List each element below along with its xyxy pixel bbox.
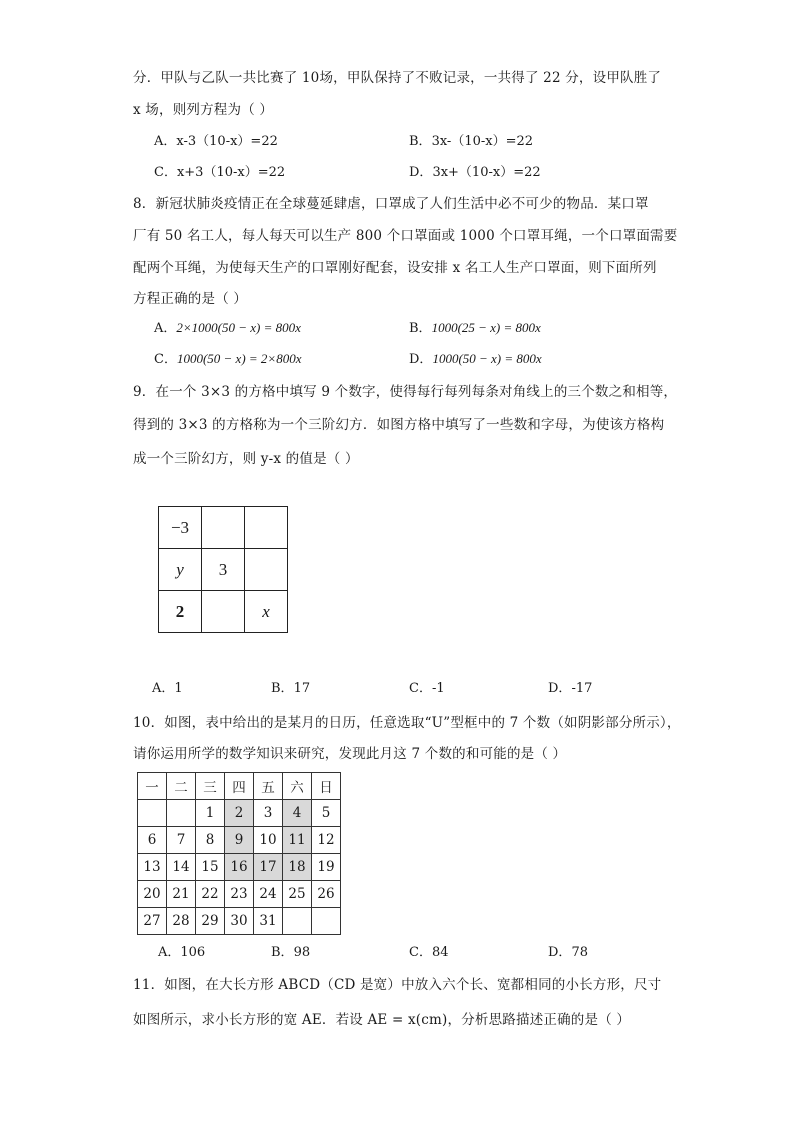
q8-option-c: C．1000(50 − x) = 2×800x bbox=[154, 351, 302, 367]
magic-cell bbox=[202, 507, 245, 549]
calendar-day-cell: 20 bbox=[138, 881, 167, 908]
calendar-weekday-header: 四 bbox=[225, 773, 254, 800]
calendar-day-cell: 16 bbox=[225, 854, 254, 881]
calendar-day-cell: 9 bbox=[225, 827, 254, 854]
calendar-weekday-header: 三 bbox=[196, 773, 225, 800]
calendar-day-cell: 2 bbox=[225, 800, 254, 827]
calendar-weekday-header: 六 bbox=[283, 773, 312, 800]
calendar-day-cell: 31 bbox=[254, 908, 283, 935]
calendar-day-cell: 23 bbox=[225, 881, 254, 908]
calendar-week-row bbox=[138, 827, 341, 854]
calendar-day-cell: 21 bbox=[167, 881, 196, 908]
calendar-weekday-header: 五 bbox=[254, 773, 283, 800]
calendar-day-cell bbox=[138, 800, 167, 827]
q8-text-line-1: 8．新冠状肺炎疫情正在全球蔓延肆虐，口罩成了人们生活中必不可少的物品．某口罩 bbox=[133, 196, 649, 212]
calendar-day-cell: 25 bbox=[283, 881, 312, 908]
q7-text-line-1: 分．甲队与乙队一共比赛了 10场，甲队保持了不败记录，一共得了 22 分，设甲队胜了 bbox=[133, 70, 662, 86]
calendar-table bbox=[137, 772, 341, 935]
calendar-day-cell: 17 bbox=[254, 854, 283, 881]
q10-text-line-2: 请你运用所学的数学知识来研究，发现此月这 7 个数的和可能的是（ ） bbox=[133, 746, 567, 762]
calendar-day-cell: 27 bbox=[138, 908, 167, 935]
q8-option-d: D．1000(50 − x) = 800x bbox=[409, 351, 542, 367]
q10-text-line-1: 10．如图，表中给出的是某月的日历，任意选取“U”型框中的 7 个数（如阴影部分所示）， bbox=[133, 715, 681, 731]
calendar-weekday-header: 二 bbox=[167, 773, 196, 800]
calendar-day-cell: 5 bbox=[312, 800, 341, 827]
calendar-day-cell: 15 bbox=[196, 854, 225, 881]
q7-option-d: D．3x+（10-x）=22 bbox=[409, 165, 541, 180]
q8-text-line-4: 方程正确的是（ ） bbox=[133, 291, 248, 307]
calendar-day-cell: 22 bbox=[196, 881, 225, 908]
calendar-day-cell bbox=[167, 800, 196, 827]
calendar-day-cell: 7 bbox=[167, 827, 196, 854]
magic-cell bbox=[245, 549, 288, 591]
q9-text-line-2: 得到的 3×3 的方格称为一个三阶幻方．如图方格中填写了一些数和字母，为使该方格构 bbox=[133, 417, 665, 433]
calendar-day-cell: 10 bbox=[254, 827, 283, 854]
calendar-day-cell: 4 bbox=[283, 800, 312, 827]
calendar-week-row bbox=[138, 881, 341, 908]
q8-option-a: A．2×1000(50 − x) = 800x bbox=[154, 320, 301, 336]
q9-option-b: B．17 bbox=[271, 681, 311, 696]
q9-text-line-1: 9．在一个 3×3 的方格中填写 9 个数字，使得每行每列每条对角线上的三个数之和相等， bbox=[133, 384, 678, 400]
calendar-day-cell: 8 bbox=[196, 827, 225, 854]
magic-cell: 2 bbox=[159, 591, 202, 633]
calendar-day-cell bbox=[312, 908, 341, 935]
calendar-day-cell: 11 bbox=[283, 827, 312, 854]
calendar-day-cell: 29 bbox=[196, 908, 225, 935]
calendar-day-cell: 12 bbox=[312, 827, 341, 854]
q7-option-b: B．3x-（10-x）=22 bbox=[409, 134, 534, 149]
q10-option-c: C．84 bbox=[409, 945, 449, 960]
q9-option-c: C．-1 bbox=[409, 681, 445, 696]
calendar-week-row bbox=[138, 800, 341, 827]
q10-option-d: D．78 bbox=[548, 945, 588, 960]
calendar-day-cell: 28 bbox=[167, 908, 196, 935]
magic-cell bbox=[202, 591, 245, 633]
calendar-weekday-header: 一 bbox=[138, 773, 167, 800]
q7-text-line-2: x 场，则列方程为（ ） bbox=[133, 102, 274, 118]
magic-cell bbox=[245, 507, 288, 549]
calendar-week-row bbox=[138, 908, 341, 935]
calendar-day-cell: 26 bbox=[312, 881, 341, 908]
q9-option-d: D．-17 bbox=[548, 681, 593, 696]
q9-option-a: A．1 bbox=[152, 681, 183, 696]
magic-cell: x bbox=[245, 591, 288, 633]
calendar-day-cell: 3 bbox=[254, 800, 283, 827]
magic-square-grid bbox=[158, 506, 288, 633]
calendar-weekday-header: 日 bbox=[312, 773, 341, 800]
calendar-day-cell: 6 bbox=[138, 827, 167, 854]
calendar-day-cell: 30 bbox=[225, 908, 254, 935]
q8-text-line-3: 配两个耳绳，为使每天生产的口罩刚好配套，设安排 x 名工人生产口罩面，则下面所列 bbox=[133, 260, 657, 276]
calendar-day-cell: 24 bbox=[254, 881, 283, 908]
q8-option-b: B．1000(25 − x) = 800x bbox=[409, 320, 541, 336]
q10-option-b: B．98 bbox=[271, 945, 311, 960]
calendar-day-cell bbox=[283, 908, 312, 935]
q10-option-a: A．106 bbox=[158, 945, 206, 960]
magic-cell: −3 bbox=[159, 507, 202, 549]
q9-text-line-3: 成一个三阶幻方，则 y-x 的值是（ ） bbox=[133, 451, 359, 467]
magic-cell: 3 bbox=[202, 549, 245, 591]
q11-text-line-1: 11．如图，在大长方形 ABCD（CD 是宽）中放入六个长、宽都相同的小长方形，尺寸 bbox=[133, 977, 662, 993]
calendar-day-cell: 19 bbox=[312, 854, 341, 881]
calendar-day-cell: 14 bbox=[167, 854, 196, 881]
calendar-day-cell: 18 bbox=[283, 854, 312, 881]
q11-text-line-2: 如图所示，求小长方形的宽 AE．若设 AE = x(cm)，分析思路描述正确的是（ ） bbox=[133, 1012, 631, 1028]
q7-option-a: A．x-3（10-x）=22 bbox=[154, 134, 278, 149]
q8-text-line-2: 厂有 50 名工人，每人每天可以生产 800 个口罩面或 1000 个口罩耳绳，一个口罩面需要 bbox=[133, 228, 678, 244]
calendar-day-cell: 1 bbox=[196, 800, 225, 827]
calendar-week-row bbox=[138, 854, 341, 881]
magic-cell: y bbox=[159, 549, 202, 591]
q7-option-c: C．x+3（10-x）=22 bbox=[154, 165, 286, 180]
calendar-day-cell: 13 bbox=[138, 854, 167, 881]
